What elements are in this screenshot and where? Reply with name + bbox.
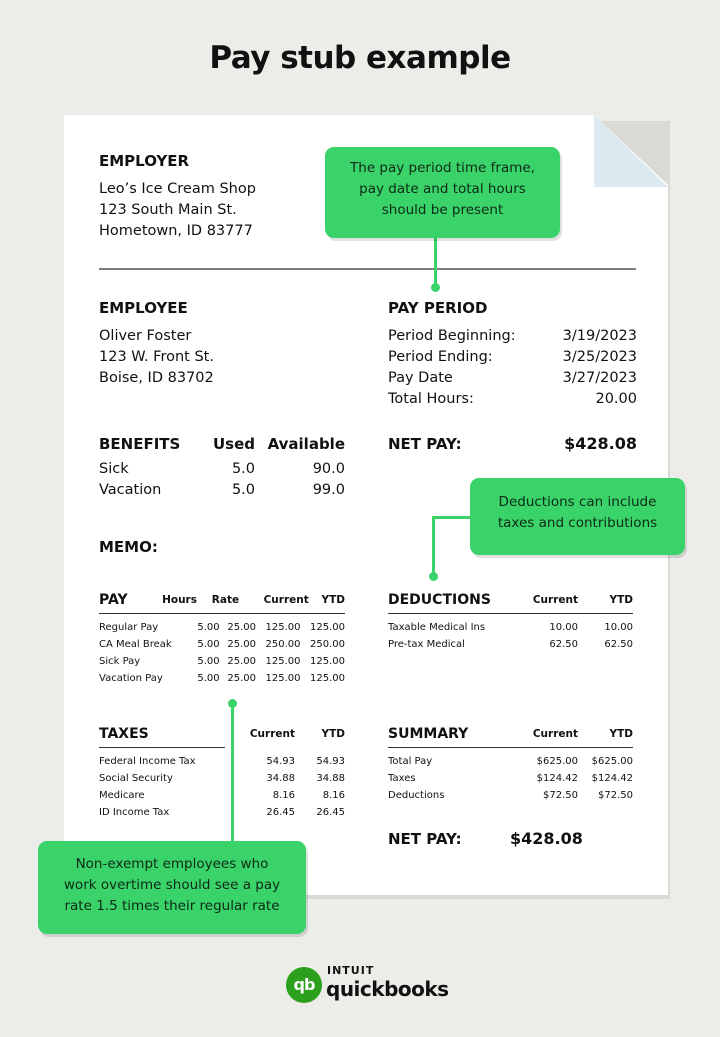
summary-rows: [388, 753, 633, 804]
pay-type: Regular Pay: [99, 622, 159, 633]
deductions-current-header: Current: [532, 594, 578, 606]
summary-row: [388, 787, 633, 804]
pay-heading: PAY: [99, 592, 128, 608]
taxes-underline: [99, 747, 225, 748]
pay-hours: 5.00: [197, 622, 220, 633]
pay-period-label: Period Ending:: [388, 349, 493, 365]
pay-ytd-header: YTD: [321, 594, 345, 606]
pay-current: 125.00: [265, 673, 301, 684]
tax-current: 54.93: [266, 756, 295, 767]
net-pay-value: $428.08: [564, 434, 637, 453]
callout-connector: [432, 516, 435, 576]
deduction-row: [388, 636, 633, 653]
net-pay-label: NET PAY:: [388, 435, 462, 453]
tax-name: Federal Income Tax: [99, 756, 196, 767]
benefits-row: [99, 480, 345, 501]
tax-row: [99, 787, 345, 804]
callout-connector: [432, 516, 472, 519]
pay-period-value: 3/19/2023: [562, 328, 637, 344]
pay-period-value: 3/25/2023: [562, 349, 637, 365]
deductions-underline: [388, 613, 633, 614]
benefits-heading: BENEFITS: [99, 435, 181, 453]
pay-underline: [99, 613, 345, 614]
summary-current-header: Current: [532, 728, 578, 740]
net-pay-bottom-label: NET PAY:: [388, 830, 462, 848]
taxes-section: [99, 726, 345, 821]
pay-rate: 25.00: [227, 622, 257, 633]
summary-item: Taxes: [388, 773, 416, 784]
deductions-ytd-header: YTD: [609, 594, 633, 606]
pay-row: [99, 619, 345, 636]
summary-section: [388, 726, 633, 804]
employer-street: 123 South Main St.: [99, 202, 237, 218]
pay-period-label: Pay Date: [388, 370, 453, 386]
tax-current: 26.45: [266, 807, 295, 818]
pay-period-value: 3/27/2023: [562, 370, 637, 386]
callout-line: taxes and contributions: [497, 515, 658, 531]
pay-ytd: 125.00: [310, 673, 345, 684]
benefit-used: 5.0: [231, 461, 255, 477]
memo-label: MEMO:: [99, 538, 158, 556]
tax-name: Medicare: [99, 790, 145, 801]
net-pay-bottom-value: $428.08: [510, 829, 583, 848]
quickbooks-logo-icon: qb: [286, 967, 322, 1003]
deduction-ytd: 10.00: [604, 622, 633, 633]
pay-hours: 5.00: [197, 656, 220, 667]
benefit-available: 99.0: [312, 482, 345, 498]
tax-ytd: 8.16: [322, 790, 345, 801]
pay-rate: 25.00: [227, 673, 257, 684]
benefit-name: Vacation: [99, 482, 162, 498]
summary-ytd: $72.50: [598, 790, 633, 801]
taxes-rows: [99, 753, 345, 821]
pay-period-table: [388, 326, 637, 410]
employee-street: 123 W. Front St.: [99, 349, 214, 365]
brand-quickbooks: quickbooks: [326, 977, 449, 1001]
employee-heading: EMPLOYEE: [99, 299, 188, 317]
pay-hours-header: Hours: [162, 594, 197, 606]
employer-address: [99, 179, 256, 242]
benefit-used: 5.0: [231, 482, 255, 498]
deductions-header: [388, 592, 633, 608]
benefits-row: [99, 453, 345, 480]
callout-line: Deductions can include: [498, 494, 657, 510]
tax-name: Social Security: [99, 773, 173, 784]
pay-row: [99, 670, 345, 687]
summary-row: [388, 753, 633, 770]
deduction-ytd: 62.50: [604, 639, 633, 650]
deductions-section: [388, 592, 633, 653]
deductions-table: [388, 592, 633, 608]
taxes-table: [99, 726, 345, 742]
callout-line: pay date and total hours: [359, 181, 526, 197]
tax-ytd: 26.45: [316, 807, 345, 818]
summary-header: [388, 726, 633, 742]
benefits-used-header: Used: [212, 435, 255, 453]
callout-line: should be present: [381, 202, 504, 218]
tax-row: [99, 770, 345, 787]
summary-row: [388, 770, 633, 787]
pay-rate: 25.00: [227, 656, 257, 667]
callout-overtime: [38, 841, 306, 934]
pay-period-value: 20.00: [595, 391, 637, 407]
pay-type: Sick Pay: [99, 656, 141, 667]
pay-ytd: 250.00: [310, 639, 345, 650]
taxes-header: [99, 726, 345, 742]
tax-row: [99, 804, 345, 821]
pay-period-label: Period Beginning:: [388, 328, 516, 344]
pay-rate: 25.00: [227, 639, 257, 650]
employer-city: Hometown, ID 83777: [99, 223, 253, 239]
tax-ytd: 54.93: [316, 756, 345, 767]
taxes-heading: TAXES: [99, 726, 149, 742]
pay-period-heading: PAY PERIOD: [388, 299, 488, 317]
pay-rate-header: Rate: [211, 594, 240, 606]
pay-hours: 5.00: [197, 673, 220, 684]
employee-address: [99, 326, 214, 389]
benefits-header: [99, 435, 345, 453]
benefit-name: Sick: [99, 461, 129, 477]
page-title: Pay stub example: [209, 40, 511, 76]
summary-ytd-header: YTD: [609, 728, 633, 740]
benefits-available-header: Available: [267, 435, 345, 453]
summary-item: Deductions: [388, 790, 445, 801]
benefit-available: 90.0: [312, 461, 345, 477]
deduction-row: [388, 619, 633, 636]
pay-section: [99, 592, 345, 687]
brand-intuit: INTUIT: [327, 964, 375, 977]
summary-current: $625.00: [536, 756, 578, 767]
summary-ytd: $124.42: [591, 773, 633, 784]
summary-underline: [388, 747, 633, 748]
deduction-current: 62.50: [549, 639, 578, 650]
employee-city: Boise, ID 83702: [99, 370, 214, 386]
taxes-ytd-header: YTD: [321, 728, 345, 740]
taxes-current-header: Current: [249, 728, 295, 740]
summary-ytd: $625.00: [591, 756, 633, 767]
pay-ytd: 125.00: [310, 622, 345, 633]
callout-line: The pay period time frame,: [350, 160, 535, 176]
benefits-table: [99, 435, 345, 501]
deductions-heading: DEDUCTIONS: [388, 592, 491, 608]
callout-dot: [429, 572, 438, 581]
pay-current: 125.00: [265, 656, 301, 667]
summary-current: $124.42: [536, 773, 578, 784]
callout-dot: [431, 283, 440, 292]
pay-header: [99, 592, 345, 608]
employer-name: Leo’s Ice Cream Shop: [99, 181, 256, 197]
tax-current: 8.16: [272, 790, 295, 801]
pay-period-row: [388, 347, 637, 368]
callout-connector: [434, 236, 437, 286]
deduction-name: Taxable Medical Ins: [388, 622, 486, 633]
callout-pay-period: [325, 147, 560, 238]
pay-current: 250.00: [265, 639, 301, 650]
callout-deductions: [470, 478, 685, 555]
divider: [99, 268, 636, 270]
pay-current: 125.00: [265, 622, 301, 633]
tax-ytd: 34.88: [316, 773, 345, 784]
summary-item: Total Pay: [388, 756, 433, 767]
pay-table: [99, 592, 345, 608]
pay-hours: 5.00: [197, 639, 220, 650]
deduction-current: 10.00: [549, 622, 578, 633]
pay-row: [99, 636, 345, 653]
tax-current: 34.88: [266, 773, 295, 784]
summary-current: $72.50: [543, 790, 578, 801]
summary-table: [388, 726, 633, 742]
pay-period-label: Total Hours:: [388, 391, 474, 407]
tax-row: [99, 753, 345, 770]
deduction-name: Pre-tax Medical: [388, 639, 465, 650]
pay-type: Vacation Pay: [99, 673, 163, 684]
deductions-rows: [388, 619, 633, 653]
pay-period-row: [388, 389, 637, 410]
pay-type: CA Meal Break: [99, 639, 172, 650]
callout-line: Non-exempt employees who: [75, 856, 269, 872]
pay-period-row: [388, 326, 637, 347]
pay-rows: [99, 619, 345, 687]
pay-row: [99, 653, 345, 670]
tax-name: ID Income Tax: [99, 807, 170, 818]
callout-connector: [231, 705, 234, 843]
pay-ytd: 125.00: [310, 656, 345, 667]
pay-period-row: [388, 368, 637, 389]
callout-line: work overtime should see a pay: [63, 877, 281, 893]
summary-heading: SUMMARY: [388, 726, 469, 742]
employer-heading: EMPLOYER: [99, 152, 190, 170]
employee-name: Oliver Foster: [99, 328, 192, 344]
pay-current-header: Current: [263, 594, 309, 606]
callout-line: rate 1.5 times their regular rate: [64, 898, 280, 914]
